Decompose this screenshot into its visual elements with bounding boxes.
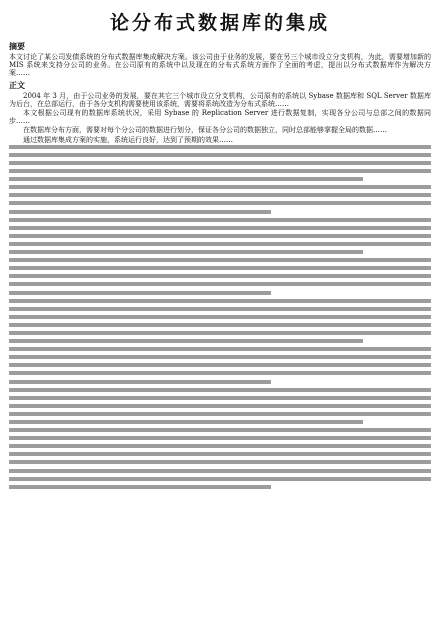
text-line [9,226,431,230]
text-line [9,161,431,165]
text-line [9,347,431,351]
body-heading: 正文 [9,80,25,90]
text-line [9,420,363,424]
text-line [9,193,431,197]
text-line [9,258,431,262]
text-line [9,177,363,181]
text-line [9,339,363,343]
text-line [9,274,431,278]
body-paragraph: 通过数据库集成方案的实施，系统运行良好，达到了预期的效果…… [23,135,233,144]
text-line [9,477,431,481]
text-line [9,299,431,303]
text-line [9,266,431,270]
text-line [9,234,431,238]
text-line [9,323,431,327]
text-line [9,282,431,286]
text-line [9,153,431,157]
text-line [9,469,431,473]
body-paragraph: 本文根据公司现有的数据库系统状况，采用 Sybase 的 Replication Server 进行数据复制，实现各分公司与总部之间的数据同步…… [9,109,431,126]
paper-title: 论分布式数据库的集成 [109,12,330,34]
text-line [9,371,431,375]
abstract-text: 本文讨论了某公司发债系统的分布式数据库集成解决方案。该公司由于业务的发展，要在另三个城市设立分支机构，为此，需要增加新的 MIS 系统来支持分公司的业务。在公司原有的系统中以及现在的分布式系统方面作了全面的考虑，提出以分布式数据库作为解决方案…… [9,53,431,78]
text-line [9,412,431,416]
text-line [9,404,431,408]
text-line [9,315,431,319]
text-line [9,307,431,311]
abstract-heading: 摘要 [9,42,25,51]
text-line [9,201,431,205]
text-line [9,210,271,214]
text-line [9,169,431,173]
body-paragraph: 在数据库分布方面，需要对每个分公司的数据进行划分，保证各分公司的数据独立，同时总部能够掌握全局的数据…… [23,126,387,135]
text-line [9,388,431,392]
dense-text-lines [9,145,431,489]
text-line [9,396,431,400]
text-line [9,250,363,254]
text-line [9,452,431,456]
text-line [9,145,431,149]
text-line [9,291,271,295]
text-line [9,444,431,448]
body-paragraph: 2004 年 3 月，由于公司业务的发展，要在其它三个城市设立分支机构，公司原有的系统以 Sybase 数据库和 SQL Server 数据库为后台，在总部运行，由于各分支机构需要使用该系统，需要将系统改造为分布式系统…… [9,91,431,108]
text-line [9,242,431,246]
text-line [9,436,431,440]
text-line [9,380,271,384]
text-line [9,485,271,489]
text-line [9,363,431,367]
text-line [9,185,431,189]
text-line [9,218,431,222]
text-line [9,331,431,335]
text-line [9,428,431,432]
text-line [9,355,431,359]
text-line [9,460,431,464]
